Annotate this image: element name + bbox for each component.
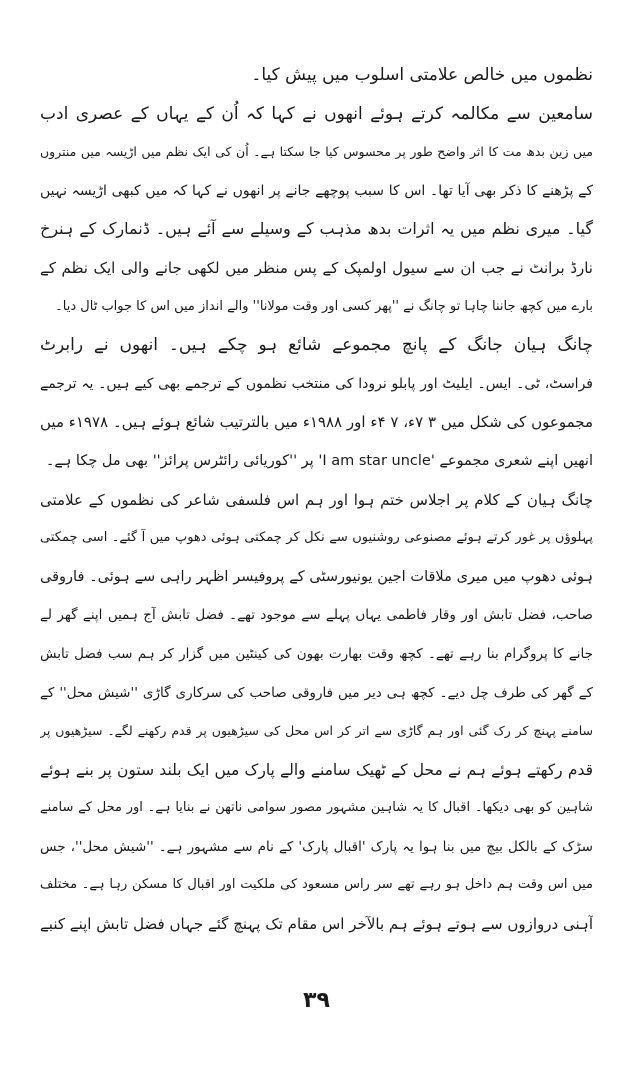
text-line: فراسٹ، ٹی۔ ایس۔ ایلیٹ اور پابلو نرودا کی منتخب نظموں کے ترجمے بھی کیے ہیں۔ یہ ترجمے (40, 375, 593, 392)
text-line: ہوئی دھوپ میں میری ملاقات اجین یونیورسٹی کے پروفیسر اظہر راہی سے ہوئی۔ فاروقی (40, 568, 593, 585)
text-line: صاحب، فضل تابش اور وقار فاطمی یہاں پہلے سے موجود تھے۔ فضل تابش آج ہمیں اپنے گھر لے (40, 607, 593, 624)
text-line: سامنے پہنچ کر رک گئی اور ہم گاڑی سے اتر کر اس محل کی سیڑھیوں پر قدم رکھنے لگے۔ سیڑھیوں پر (40, 723, 593, 739)
page-number: ۳۹ (303, 988, 330, 1013)
text-line: قدم رکھتے ہوئے ہم نے محل کے ٹھیک سامنے والے پارک میں ایک بلند ستون پر بنے ہوئے (40, 760, 593, 779)
text-line: کے گھر کی طرف چل دیے۔ کچھ ہی دیر میں فاروقی صاحب کی سرکاری گاڑی ''شیش محل'' کے (40, 684, 593, 701)
text-line: کے پڑھنے کا ذکر بھی آیا تھا۔ اس کا سبب پوچھے جانے پر انھوں نے کہا کہ میں کبھی اڑیسہ نہیں (40, 182, 593, 199)
text-line: شاہین کو بھی دیکھا۔ اقبال کا یہ شاہین مشہور مصور سوامی ناتھن نے بنایا ہے۔ اور محل کے سامنے (40, 800, 593, 816)
text-line: انھیں اپنے شعری مجموعے 'I am star uncle' پر ''کوریائی رائٹرس پرائز'' بھی مل چکا ہے۔ (45, 452, 593, 469)
text-line: میں زین بدھ مت کا اثر واضح طور پر محسوس کیا جا سکتا ہے۔ اُن کی ایک نظم میں اڑیسہ میں منتروں (40, 144, 593, 160)
text-line: مجموعوں کی شکل میں ۳ ۷ء، ۷ ۴ء اور ۱۹۸۸ء میں بالترتیب شائع ہوئے ہیں۔ ۱۹۷۸ء میں (40, 413, 593, 432)
text-line: میں اس وقت ہم داخل ہو رہے تھے سر راس مسعود کی ملکیت اور اقبال کا مسکن رہا ہے۔ مختلف (40, 877, 593, 893)
text-line: پہلوؤں پر غور کرتے ہوئے مصنوعی روشنیوں سے نکل کر چمکتی ہوئی دھوپ میں آ گئے۔ اسی چمکتی (40, 530, 593, 546)
text-line: گیا۔ میری نظم میں یہ اثرات بدھ مذہب کے وسیلے سے آئے ہیں۔ ڈنمارک کے ہنرخ (40, 219, 593, 239)
text-line: چانگ ہیان جانگ کے پانچ مجموعے شائع ہو چکے ہیں۔ انھوں نے رابرٹ (40, 335, 593, 356)
body-text (40, 56, 593, 944)
text-line: سامعین سے مکالمہ کرتے ہوئے انھوں نے کہا کہ اُن کے یہاں کے عصری ادب (40, 103, 593, 124)
text-line: نارڈ برانٹ نے جب ان سے سیول اولمپک کے پس منظر میں لکھی جانے والی ایک نظم کے (40, 258, 593, 277)
text-line: چانگ ہیان کے کلام پر اجلاس ختم ہوا اور ہم اس فلسفی شاعر کی نظموں کے علامتی (40, 490, 593, 509)
text-line: نظموں میں خالص علامتی اسلوب میں پیش کیا۔ (251, 65, 593, 85)
text-line: سڑک کے بالکل بیچ میں بنا ہوا یہ پارک 'اقبال پارک' کے نام سے مشہور ہے۔ ''شیش محل''، جس (40, 838, 593, 855)
text-line: جانے کا پروگرام بنا رہے تھے۔ کچھ وقت بھارت بھون کی کینٹین میں گزار کر ہم سب فضل تابش (40, 645, 593, 662)
text-line: آہنی دروازوں سے ہوتے ہوئے ہم بالآخر اس مقام تک پہنچ گئے جہاں فضل تابش اپنے کنبے (40, 915, 593, 934)
text-line: بارے میں کچھ جاننا چاہا تو چانگ نے ''پھر کسی اور وقت مولانا'' والے انداز میں اس کا جواب ٹال دیا۔ (55, 298, 593, 314)
